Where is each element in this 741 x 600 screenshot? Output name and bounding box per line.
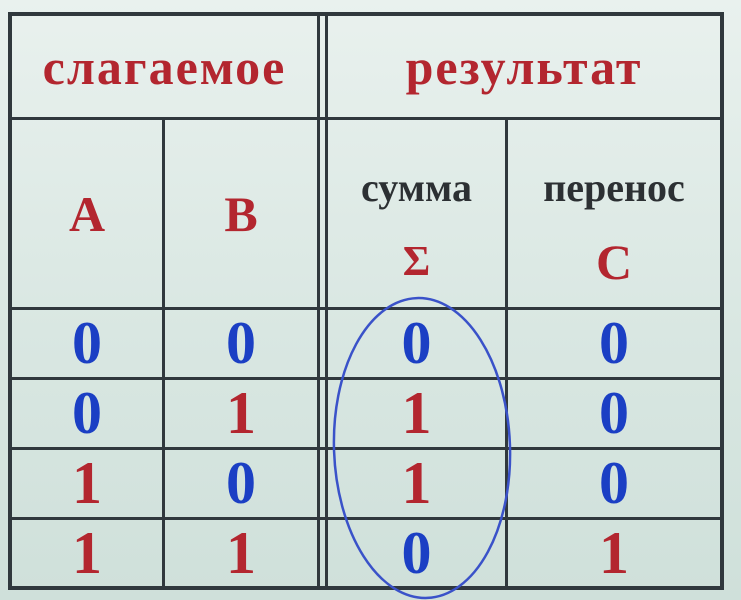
cell-a: 1	[72, 519, 102, 586]
cell-a: 0	[72, 310, 102, 376]
cell-carry: 0	[599, 310, 629, 376]
cell-carry: 0	[599, 450, 629, 516]
cell-b: 0	[226, 310, 256, 376]
column-header-a: A	[68, 185, 106, 242]
cell-sum: 0	[401, 310, 432, 376]
cell-carry: 0	[599, 380, 629, 446]
column-header-sum-label: сумма	[361, 164, 472, 210]
cell-a: 0	[72, 380, 102, 446]
column-header-b: B	[224, 185, 258, 242]
column-header-carry-symbol: C	[595, 234, 633, 290]
column-header-carry-label: перенос	[543, 164, 685, 210]
cell-sum: 1	[401, 450, 432, 516]
cell-sum: 1	[401, 380, 432, 446]
cell-carry: 1	[599, 519, 629, 586]
cell-b: 0	[226, 450, 256, 516]
group-header-addend: слагаемое	[42, 38, 287, 95]
cell-a: 1	[72, 450, 102, 516]
column-header-sum-symbol: Σ	[402, 239, 431, 285]
cell-b: 1	[226, 380, 256, 446]
sum-column-highlight-ellipse	[329, 295, 515, 600]
cell-b: 1	[226, 519, 256, 586]
cell-sum: 0	[401, 519, 432, 586]
group-header-result: результат	[405, 38, 643, 95]
